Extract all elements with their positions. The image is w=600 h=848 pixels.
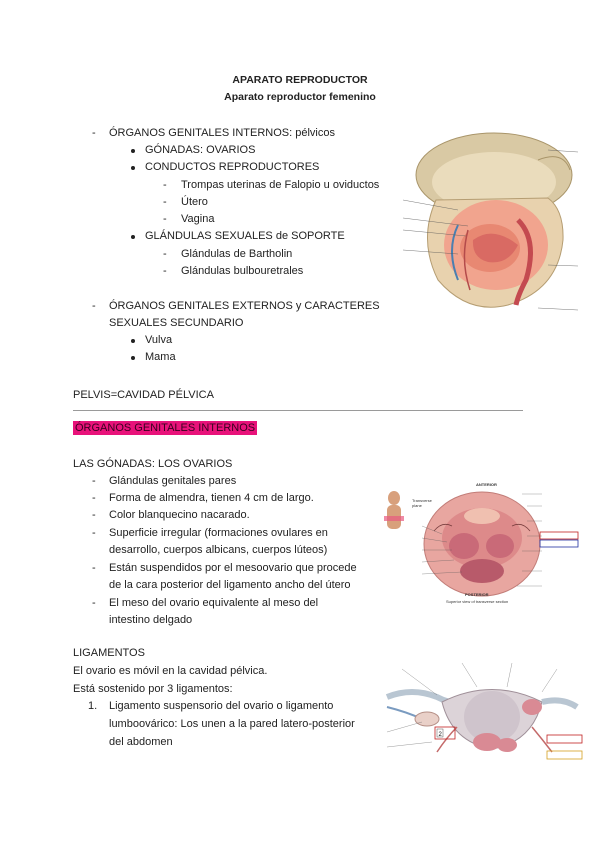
bullet-icon [131,356,135,360]
dash-bullet: - [163,179,167,191]
conductos-subitem: Trompas uterinas de Falopio u oviductos [181,179,380,191]
externos-label-1: ÓRGANOS GENITALES EXTERNOS y CARACTERES [109,300,380,312]
ovario-fact: Forma de almendra, tienen 4 cm de largo. [109,492,314,504]
externos-label-2: SEXUALES SECUNDARIO [109,317,244,329]
bullet-icon [131,235,135,239]
dash-bullet: - [92,127,96,139]
dash-bullet: - [163,248,167,260]
highlighted-heading: ÓRGANOS GENITALES INTERNOS [75,422,256,434]
glandulas-item: GLÁNDULAS SEXUALES de SOPORTE [145,230,345,242]
horizontal-rule [73,410,523,411]
ligamento-item: Ligamento suspensorio del ovario o ligamento [109,700,334,712]
internos-label: ÓRGANOS GENITALES INTERNOS: pélvicos [109,127,335,139]
glandulas-subitem: Glándulas de Bartholin [181,248,293,260]
ovario-fact: El meso del ovario equivalente al meso del [109,597,319,609]
figure-number-label: 2 [438,732,442,738]
ligamentos-intro: Está sostenido por 3 ligamentos: [73,683,233,695]
ovario-fact-cont: desarrollo, cuerpos albicans, cuerpos lúteos) [109,544,328,556]
gonadas-heading: LAS GÓNADAS: LOS OVARIOS [73,458,233,470]
pelvis-definition: PELVIS=CAVIDAD PÉLVICA [73,389,214,401]
svg-text:Transverse: Transverse [412,498,432,503]
ligamentos-intro: El ovario es móvil en la cavidad pélvica. [73,665,268,677]
conductos-subitem: Vagina [181,213,215,225]
posterior-label: POSTERIOR [465,592,489,597]
bullet-icon [131,166,135,170]
dash-bullet: - [163,196,167,208]
ligamento-item-cont: lumboovárico: Los unen a la pared latero-posterior [109,718,355,730]
dash-bullet: - [92,492,96,504]
pelvis-anatomy-figure [398,130,580,318]
dash-bullet: - [92,300,96,312]
page-title: APARATO REPRODUCTOR [232,74,368,86]
section-heading [73,420,257,437]
ligamento-item-cont: del abdomen [109,736,173,748]
ovario-fact: Color blanquecino nacarado. [109,509,250,521]
ovario-fact-cont: de la cara posterior del ligamento ancho del útero [109,579,351,591]
uterus-ligaments-figure [382,657,592,762]
dash-bullet: - [163,265,167,277]
dash-bullet: - [92,527,96,539]
dash-bullet: - [163,213,167,225]
page-subtitle: Aparato reproductor femenino [224,91,376,103]
conductos-subitem: Útero [181,196,208,208]
dash-bullet: - [92,597,96,609]
bullet-icon [131,149,135,153]
bullet-icon [131,339,135,343]
gonadas-item: GÓNADAS: OVARIOS [145,144,256,156]
dash-bullet: - [92,509,96,521]
ovario-fact: Superficie irregular (formaciones ovulares en [109,527,328,539]
anterior-label: ANTERIOR [476,482,497,487]
externos-subitem: Mama [145,351,176,363]
glandulas-subitem: Glándulas bulbouretrales [181,265,304,277]
dash-bullet: - [92,562,96,574]
ovario-fact: Están suspendidos por el mesoovario que procede [109,562,357,574]
list-number: 1. [88,700,98,712]
externos-subitem: Vulva [145,334,173,346]
ovary-section-figure [372,476,584,618]
fig2-caption: Superior view of transverse section [446,599,509,604]
conductos-item: CONDUCTOS REPRODUCTORES [145,161,320,173]
dash-bullet: - [92,475,96,487]
svg-text:plane: plane [412,503,422,508]
ligamentos-heading: LIGAMENTOS [73,647,145,659]
ovario-fact: Glándulas genitales pares [109,475,237,487]
ovario-fact-cont: intestino delgado [109,614,193,626]
